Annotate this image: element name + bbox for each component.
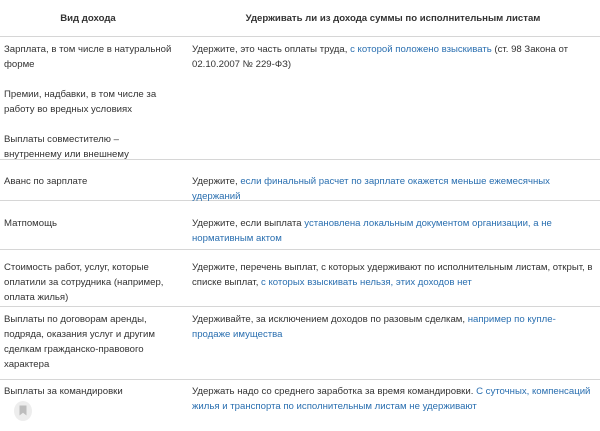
income-text: Стоимость работ, услуг, которые оплатили за сотрудника (например, оплата жилья) bbox=[4, 262, 164, 303]
rule-text: Удержите, это часть оплаты труда, bbox=[192, 44, 351, 55]
table-row bbox=[0, 307, 600, 380]
income-text: Выплаты совместителю – внутреннему или внешнему bbox=[4, 134, 129, 160]
rule-cell bbox=[192, 174, 594, 204]
rule-link[interactable]: например по купле-продаже имущества bbox=[192, 314, 556, 340]
rule-link[interactable]: установлена локальным документом организации, а не нормативным актом bbox=[192, 218, 552, 244]
rule-text: Удержите, если выплата bbox=[192, 218, 305, 229]
rule-text: (ст. 98 Закона от 02.10.2007 № 229-ФЗ) bbox=[192, 44, 568, 70]
income-cell bbox=[4, 312, 174, 372]
rule-link[interactable]: если финальный расчет по зарплате окажется меньше ежемесячных удержаний bbox=[192, 176, 550, 202]
table-row bbox=[0, 160, 600, 201]
income-cell bbox=[4, 174, 174, 189]
income-text: Выплаты за командировки bbox=[4, 386, 123, 397]
rule-text: Удерживайте, за исключением доходов по разовым сделкам, bbox=[192, 314, 468, 325]
income-cell bbox=[4, 216, 174, 231]
rule-link[interactable]: с которых взыскивать нельзя, этих доходов нет bbox=[261, 277, 472, 288]
income-cell bbox=[4, 42, 174, 162]
table-header bbox=[0, 0, 600, 37]
rule-cell bbox=[192, 216, 594, 246]
header-income-type: Вид дохода bbox=[60, 13, 116, 24]
table-row bbox=[0, 380, 600, 431]
table-row bbox=[0, 37, 600, 160]
rule-cell bbox=[192, 384, 594, 414]
rule-text: Удержите, bbox=[192, 176, 241, 187]
table-row bbox=[0, 201, 600, 250]
rule-cell bbox=[192, 312, 594, 342]
bookmark-icon bbox=[19, 405, 27, 416]
bookmark-button[interactable] bbox=[14, 401, 32, 421]
income-cell bbox=[4, 384, 174, 399]
income-text: Зарплата, в том числе в натуральной форме bbox=[4, 44, 172, 70]
rule-text: Удержать надо со среднего заработка за время командировки. bbox=[192, 386, 477, 397]
income-text: Аванс по зарплате bbox=[4, 176, 88, 187]
income-text: Выплаты по договорам аренды, подряда, оказания услуг и другим сделкам гражданско-правового характера bbox=[4, 314, 155, 370]
income-text: Премии, надбавки, в том числе за работу во вредных условиях bbox=[4, 89, 157, 115]
rule-link[interactable]: С суточных, компенсаций жилья и транспорта по исполнительным листам не удерживают bbox=[192, 386, 591, 412]
income-cell bbox=[4, 260, 174, 305]
rule-text: Удержите, перечень выплат, с которых удерживают по исполнительным листам, открыт, в списке выплат, bbox=[192, 262, 593, 288]
rule-link[interactable]: с которой положено взыскивать bbox=[350, 44, 492, 55]
rule-cell bbox=[192, 42, 594, 72]
rule-cell bbox=[192, 260, 594, 290]
income-text: Матпомощь bbox=[4, 218, 57, 229]
header-withholding: Удерживать ли из дохода суммы по исполнительным листам bbox=[245, 13, 541, 24]
table-row bbox=[0, 250, 600, 307]
